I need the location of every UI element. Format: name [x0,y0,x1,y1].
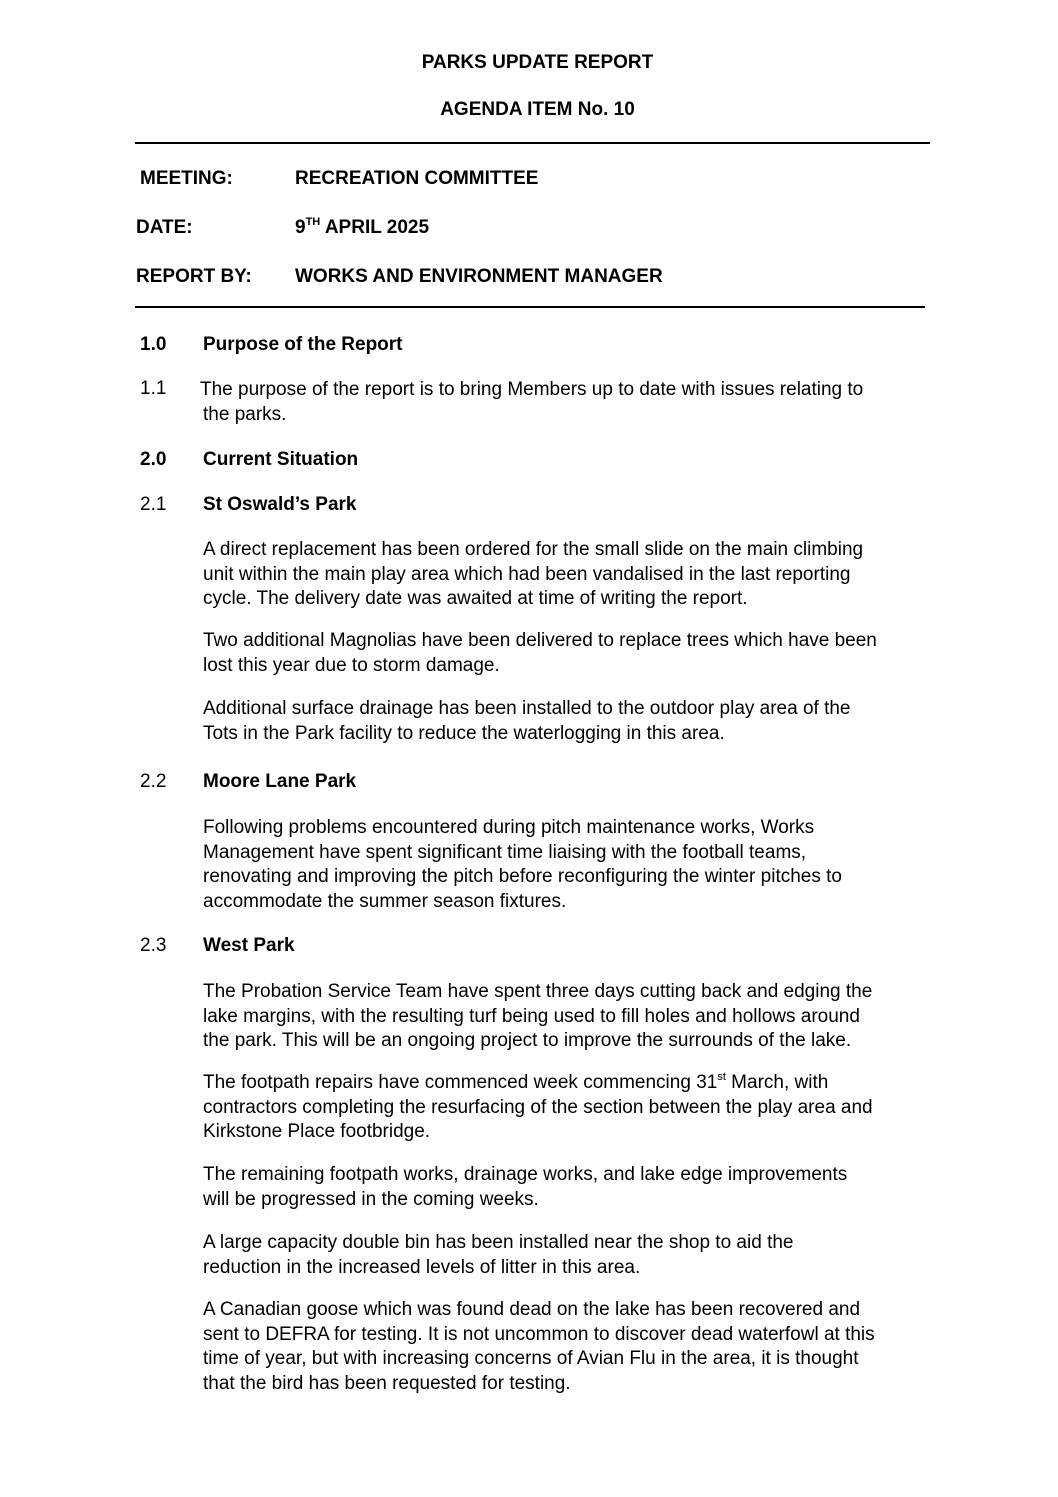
text-line: time of year, but with increasing concerns of Avian Flu in the area, it is thought [203,1348,859,1369]
text-fragment: The footpath repairs have commenced week commencing 31 [203,1072,718,1093]
date-day: 9 [295,217,306,238]
text-line [203,1071,973,1096]
text-line: A Canadian goose which was found dead on the lake has been recovered and [203,1299,861,1320]
section-2-2-number: 2.2 [140,771,167,792]
section-2-3-para-2 [203,1071,973,1145]
text-line: will be progressed in the coming weeks. [203,1188,539,1210]
section-2-3-para-1 [203,980,973,1054]
text-line: renovating and improving the pitch before reconfiguring the winter pitches to [203,866,842,887]
date-value [295,217,429,239]
report-by-label: REPORT BY: [136,266,252,287]
section-2-3-title: West Park [203,935,295,956]
section-2-1-title: St Oswald’s Park [203,494,357,515]
text-line: the park. This will be an ongoing project to improve the surrounds of the lake. [203,1030,852,1051]
report-title: PARKS UPDATE REPORT [421,52,654,73]
text-line: Additional surface drainage has been installed to the outdoor play area of the [203,698,851,719]
date-rest: APRIL 2025 [320,217,430,238]
text-line: The purpose of the report is to bring Members up to date with issues relating to [200,379,864,400]
report-by-value: WORKS AND ENVIRONMENT MANAGER [295,266,663,287]
text-line: A direct replacement has been ordered for the small slide on the main climbing [203,539,864,560]
text-line: accommodate the summer season fixtures. [203,890,567,912]
section-2-title: Current Situation [203,449,359,470]
section-2-2-title: Moore Lane Park [203,771,357,792]
section-2-1-para-2 [203,629,973,678]
text-line: Following problems encountered during pitch maintenance works, Works [203,817,815,838]
text-line: lost this year due to storm damage. [203,654,500,676]
section-2-1-para-1 [203,538,973,612]
section-2-3-number: 2.3 [140,935,167,956]
section-2-1-para-3 [203,697,973,746]
text-line: Kirkstone Place footbridge. [203,1121,431,1142]
meta-divider [135,306,925,308]
section-2-1-number: 2.1 [140,494,167,515]
date-label: DATE: [136,217,193,238]
section-1-title: Purpose of the Report [203,334,403,355]
text-line: sent to DEFRA for testing. It is not uncommon to discover dead waterfowl at this [203,1323,875,1345]
text-line: unit within the main play area which had been vandalised in the last reporting [203,563,851,585]
section-2-3-para-3 [203,1163,973,1212]
section-2-3-para-5 [203,1298,973,1396]
text-line: A large capacity double bin has been installed near the shop to aid the [203,1232,794,1253]
date-suffix: TH [305,215,321,228]
section-1-1-text [200,378,970,427]
section-1-number: 1.0 [140,334,167,355]
section-2-number: 2.0 [140,449,167,470]
text-line: lake margins, with the resulting turf being used to fill holes and hollows around [203,1005,860,1027]
text-fragment: March, with [725,1072,829,1093]
text-line: Two additional Magnolias have been delivered to replace trees which have been [203,630,877,651]
text-line: Management have spent significant time liaising with the football teams, [203,841,807,863]
top-divider [135,142,930,144]
text-line: Tots in the Park facility to reduce the waterlogging in this area. [203,722,725,744]
text-line: reduction in the increased levels of litter in this area. [203,1256,641,1278]
text-line: the parks. [203,403,287,425]
text-line: The Probation Service Team have spent three days cutting back and edging the [203,981,873,1002]
section-2-2-para-1 [203,816,973,914]
text-line: that the bird has been requested for testing. [203,1372,571,1394]
text-line: cycle. The delivery date was awaited at time of writing the report. [203,588,748,609]
agenda-item: AGENDA ITEM No. 10 [440,99,635,120]
text-line: contractors completing the resurfacing of the section between the play area and [203,1096,873,1118]
section-2-3-para-4 [203,1231,973,1280]
ordinal-suffix: st [717,1070,726,1083]
section-1-1-number: 1.1 [140,378,167,399]
meeting-value: RECREATION COMMITTEE [295,168,539,189]
meeting-label: MEETING: [140,168,233,189]
text-line: The remaining footpath works, drainage works, and lake edge improvements [203,1164,848,1185]
